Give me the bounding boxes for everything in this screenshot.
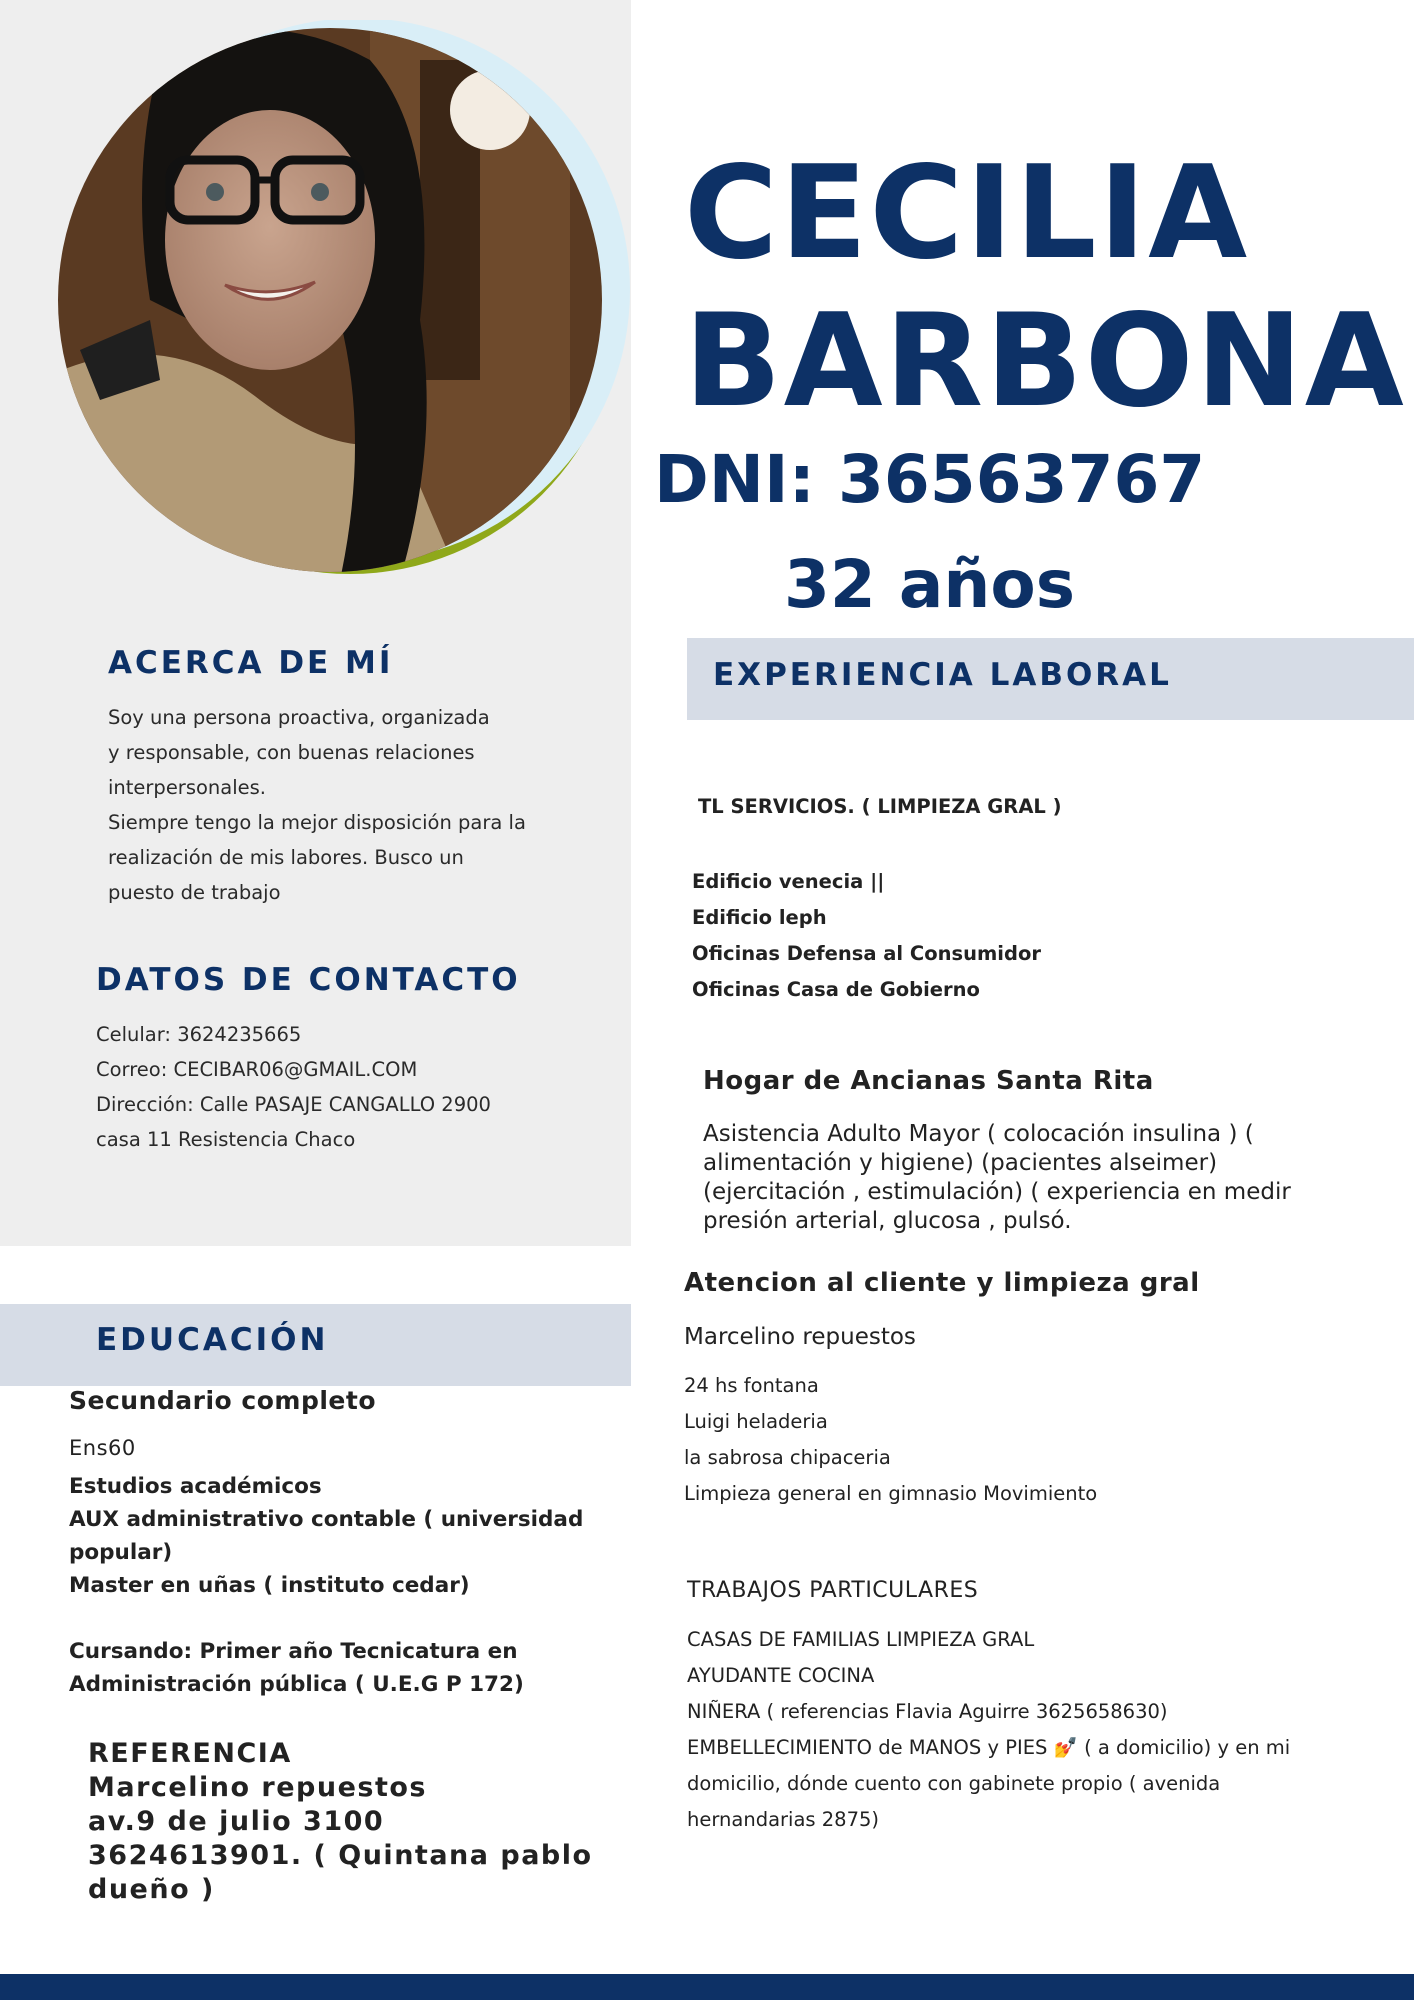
about-text [108,700,558,910]
reference [88,1737,593,1907]
list-item: CASAS DE FAMILIAS LIMPIEZA GRAL [687,1628,1035,1651]
particulares-title: TRABAJOS PARTICULARES [687,1578,979,1603]
dni: DNI: 36563767 [654,441,1206,518]
list-item: Master en uñas ( instituto cedar) [69,1573,470,1598]
education-secondary: Secundario completo [69,1386,377,1415]
particulares-list [687,1622,1367,1838]
about-line: puesto de trabajo [108,881,281,904]
reference-heading: REFERENCIA [88,1738,292,1769]
contact-phone: Celular: 3624235665 [96,1023,302,1046]
about-heading: ACERCA DE MÍ [108,645,394,681]
hogar-description: Asistencia Adulto Mayor ( colocación insulina ) ( alimentación y higiene) (pacientes alseimer) (ejercitación , estimulación) ( experiencia en medir presión arterial, glucosa , pulsó. [703,1121,1291,1234]
contact-address: Dirección: Calle PASAJE CANGALLO 2900 [96,1093,491,1116]
list-item: NIÑERA ( referencias Flavia Aguirre 3625658630) [687,1700,1168,1723]
experience-heading: EXPERIENCIA LABORAL [713,657,1172,693]
reference-line: dueño ) [88,1874,215,1905]
full-name [684,140,1406,436]
atencion-list [684,1368,1097,1512]
list-item: Edificio venecia || [692,870,885,893]
about-line: Siempre tengo la mejor disposición para la [108,811,526,834]
list-item: Oficinas Defensa al Consumidor [692,942,1041,965]
list-item: Cursando: Primer año Tecnicatura en [69,1639,518,1664]
reference-line: Marcelino repuestos [88,1772,427,1803]
about-line: interpersonales. [108,776,266,799]
experience-places [692,864,1041,1008]
about-line: realización de mis labores. Busco un [108,846,464,869]
contact-heading: DATOS DE CONTACTO [96,962,521,998]
reference-line: av.9 de julio 3100 [88,1806,385,1837]
experience-company: TL SERVICIOS. ( LIMPIEZA GRAL ) [698,795,1062,818]
list-item: EMBELLECIMIENTO de MANOS y PIES 💅 ( a domicilio) y en mi [687,1736,1291,1759]
profile-photo [40,20,640,580]
first-name: CECILIA [684,139,1250,288]
hogar-title: Hogar de Ancianas Santa Rita [703,1066,1154,1096]
list-item: Edificio leph [692,906,827,929]
list-item: AUX administrativo contable ( universidad [69,1507,584,1532]
list-item: hernandarias 2875) [687,1808,880,1831]
list-item: 24 hs fontana [684,1374,819,1397]
spacer [69,1602,583,1635]
contact-address-line2: casa 11 Resistencia Chaco [96,1128,356,1151]
about-line: y responsable, con buenas relaciones [108,741,475,764]
list-item: Limpieza general en gimnasio Movimiento [684,1482,1098,1505]
contact-email: Correo: CECIBAR06@GMAIL.COM [96,1058,418,1081]
list-item: domicilio, dónde cuento con gabinete propio ( avenida [687,1772,1221,1795]
footer-bar [0,1974,1414,2000]
list-item: Oficinas Casa de Gobierno [692,978,980,1001]
list-item: AYUDANTE COCINA [687,1664,875,1687]
education-list [69,1470,583,1701]
list-item: popular) [69,1540,173,1565]
last-name: BARBONA [684,287,1406,436]
list-item: Estudios académicos [69,1474,322,1499]
education-school: Ens60 [69,1436,136,1460]
atencion-title: Atencion al cliente y limpieza gral [684,1268,1200,1298]
atencion-subtitle: Marcelino repuestos [684,1324,916,1350]
education-heading: EDUCACIÓN [96,1322,329,1358]
about-line: Soy una persona proactiva, organizada [108,706,490,729]
reference-line: 3624613901. ( Quintana pablo [88,1840,593,1871]
contact-details [96,1017,596,1157]
list-item: Luigi heladeria [684,1410,828,1433]
list-item: la sabrosa chipaceria [684,1446,891,1469]
age: 32 años [784,546,1075,623]
list-item: Administración pública ( U.E.G P 172) [69,1672,524,1697]
